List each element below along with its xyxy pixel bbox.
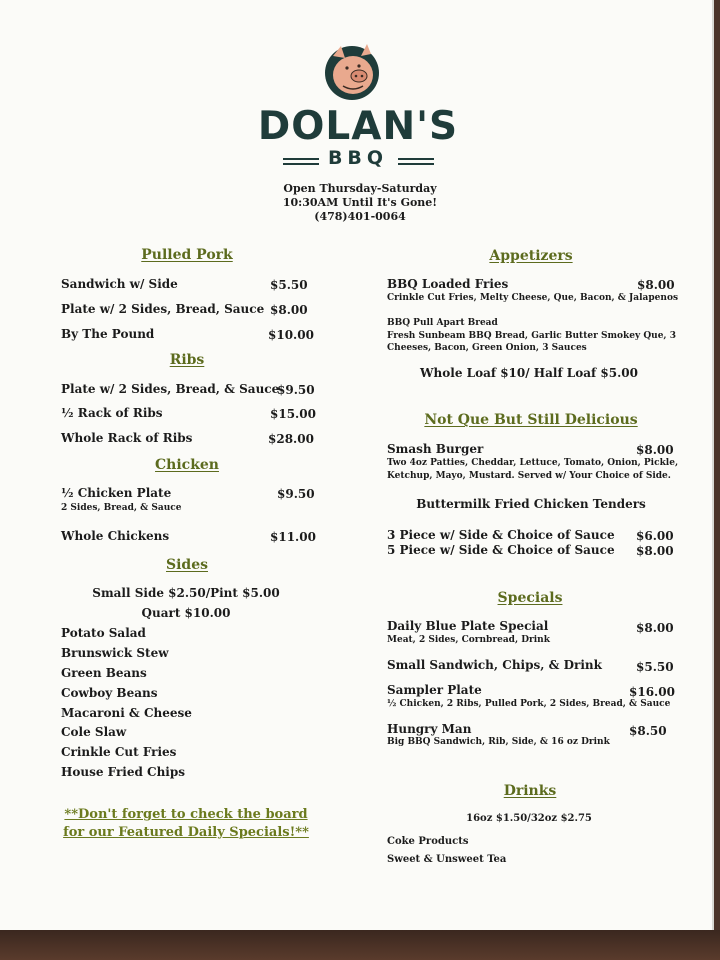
menu-item-price: $5.50 [270, 278, 308, 292]
section-title-ribs: Ribs [169, 352, 205, 368]
side-item: Cole Slaw [61, 725, 127, 739]
menu-item-desc: Cheeses, Bacon, Green Onion, 3 Sauces [387, 343, 587, 353]
menu-item-price: $6.00 [636, 529, 674, 543]
board-note: for our Featured Daily Specials!** [63, 825, 309, 840]
hours-line: Open Thursday-Saturday [283, 182, 437, 195]
section-title-not-que: Not Que But Still Delicious [424, 412, 638, 428]
brand-sub: BBQ [327, 147, 389, 169]
section-title-specials: Specials [497, 590, 563, 606]
menu-item-name: Plate w/ 2 Sides, Bread, & Sauce [61, 382, 280, 396]
menu-item-desc: 2 Sides, Bread, & Sauce [61, 503, 182, 513]
menu-item-name: BBQ Loaded Fries [387, 277, 509, 291]
divider-left [283, 158, 319, 165]
drink-item: Sweet & Unsweet Tea [387, 854, 507, 865]
side-item: Crinkle Cut Fries [61, 745, 177, 759]
menu-item-price: $9.50 [277, 487, 315, 501]
section-title-chicken: Chicken [155, 457, 219, 473]
menu-item-name: Sampler Plate [387, 683, 482, 697]
loaf-pricing: Whole Loaf $10/ Half Loaf $5.00 [420, 366, 638, 380]
tenders-title: Buttermilk Fried Chicken Tenders [416, 497, 646, 511]
menu-item-desc: Two 4oz Patties, Cheddar, Lettuce, Tomato, Onion, Pickle, [387, 458, 679, 468]
menu-item-name: Daily Blue Plate Special [387, 619, 549, 633]
menu-item-desc: Ketchup, Mayo, Mustard. Served w/ Your Choice of Side. [387, 471, 671, 481]
side-item: House Fried Chips [61, 765, 186, 779]
menu-item-price: $28.00 [268, 432, 314, 446]
menu-item-desc: Crinkle Cut Fries, Melty Cheese, Que, Bacon, & Jalapenos [387, 293, 679, 303]
pig-icon [323, 42, 381, 102]
hours-line: 10:30AM Until It's Gone! [282, 196, 438, 209]
table-surface [0, 930, 720, 960]
menu-item-price: $5.50 [636, 660, 674, 674]
board-note: **Don't forget to check the board [64, 807, 308, 822]
section-title-sides: Sides [165, 557, 209, 573]
section-title-appetizers: Appetizers [489, 248, 573, 264]
side-item: Green Beans [61, 666, 147, 680]
menu-item-price: $8.00 [637, 278, 675, 292]
section-title-drinks: Drinks [503, 783, 557, 799]
menu-item-price: $9.50 [277, 383, 315, 397]
menu-item-name: 5 Piece w/ Side & Choice of Sauce [387, 543, 615, 557]
menu-item-name: 3 Piece w/ Side & Choice of Sauce [387, 528, 615, 542]
menu-item-name: Small Sandwich, Chips, & Drink [387, 658, 602, 672]
menu-item-name: BBQ Pull Apart Bread [387, 318, 498, 328]
menu-item-name: Sandwich w/ Side [61, 277, 178, 291]
menu-item-name: Whole Rack of Ribs [61, 431, 193, 445]
menu-item-price: $8.50 [629, 724, 667, 738]
sides-pricing: Small Side $2.50/Pint $5.00 [92, 586, 280, 600]
drink-sizes: 16oz $1.50/32oz $2.75 [466, 813, 592, 824]
menu-item-desc: Big BBQ Sandwich, Rib, Side, & 16 oz Drink [387, 737, 610, 747]
divider-right [398, 158, 434, 165]
menu-item-name: By The Pound [61, 327, 155, 341]
menu-item-price: $10.00 [268, 328, 314, 342]
section-title-pulled-pork: Pulled Pork [141, 247, 233, 263]
menu-item-price: $8.00 [636, 544, 674, 558]
menu-item-desc: ½ Chicken, 2 Ribs, Pulled Pork, 2 Sides, Bread, & Sauce [387, 699, 671, 709]
menu-item-desc: Fresh Sunbeam BBQ Bread, Garlic Butter Smokey Que, 3 [387, 331, 676, 341]
menu-item-name: ½ Chicken Plate [61, 486, 172, 500]
drink-item: Coke Products [387, 836, 469, 847]
menu-item-name: Hungry Man [387, 722, 472, 736]
menu-item-price: $8.00 [636, 621, 674, 635]
menu-item-price: $16.00 [629, 685, 675, 699]
menu-item-desc: Meat, 2 Sides, Cornbread, Drink [387, 635, 550, 645]
menu-item-price: $8.00 [636, 443, 674, 457]
menu-item-name: Smash Burger [387, 442, 484, 456]
menu-item-name: Plate w/ 2 Sides, Bread, Sauce [61, 302, 265, 316]
side-item: Macaroni & Cheese [61, 706, 192, 720]
phone-number: (478)401-0064 [314, 210, 406, 223]
sides-pricing: Quart $10.00 [141, 606, 231, 620]
menu-item-price: $11.00 [270, 530, 316, 544]
side-item: Potato Salad [61, 626, 146, 640]
menu-item-name: ½ Rack of Ribs [61, 406, 163, 420]
menu-item-price: $8.00 [270, 303, 308, 317]
side-item: Cowboy Beans [61, 686, 158, 700]
menu-item-price: $15.00 [270, 407, 316, 421]
brand-name: DOLAN'S [257, 104, 459, 149]
menu-item-name: Whole Chickens [61, 529, 170, 543]
side-item: Brunswick Stew [61, 646, 169, 660]
